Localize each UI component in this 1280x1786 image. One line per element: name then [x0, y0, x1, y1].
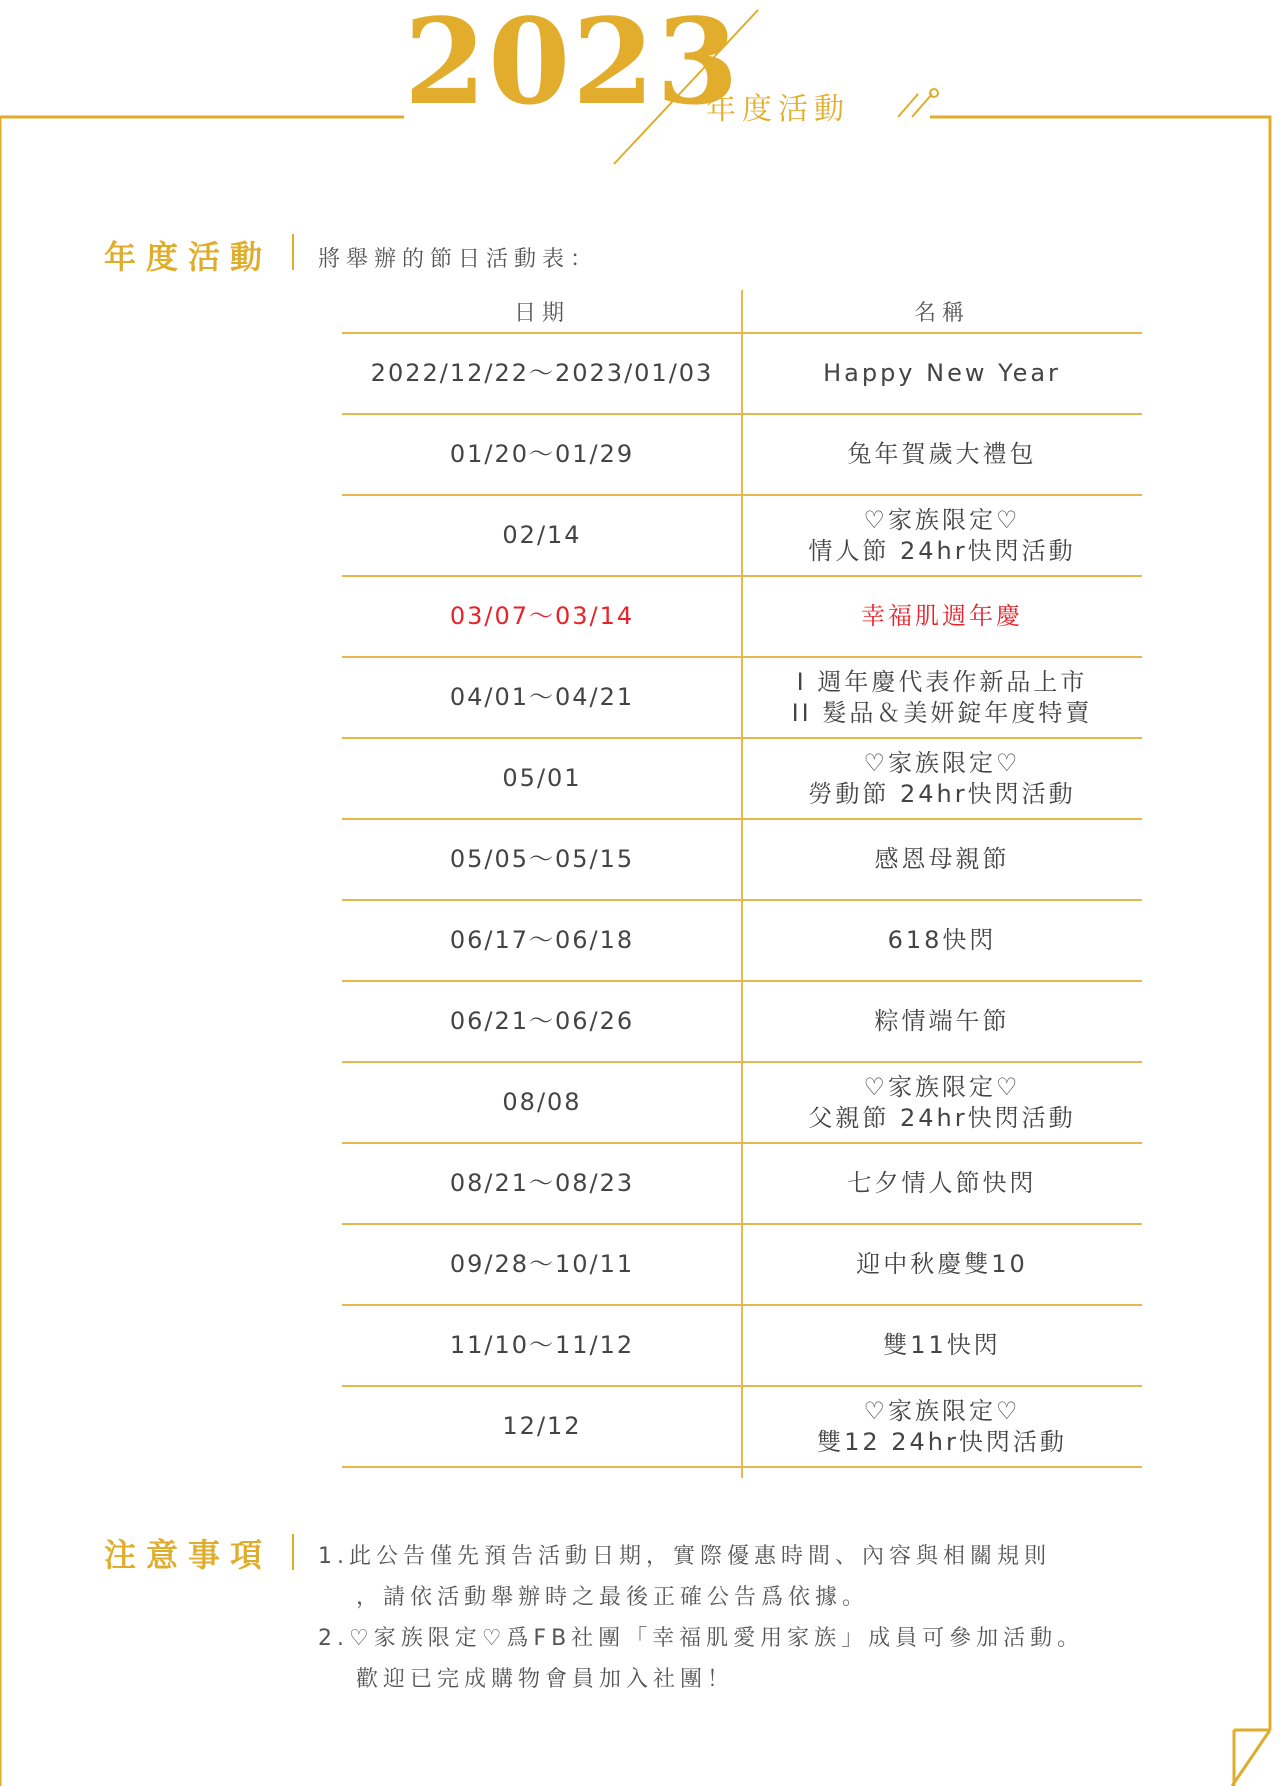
event-name-line: 兔年賀歲大禮包	[847, 440, 1037, 468]
event-date: 02/14	[502, 521, 582, 549]
event-date: 11/10～11/12	[449, 1331, 635, 1359]
note-line: 2.♡家族限定♡爲FB社團「幸福肌愛用家族」成員可參加活動。	[318, 1626, 1085, 1651]
event-date: 2022/12/22～2023/01/03	[370, 359, 714, 387]
event-name	[742, 496, 1142, 575]
notes-section-title: 注意事項	[104, 1536, 273, 1574]
event-name-line: ♡家族限定♡	[863, 1072, 1021, 1101]
event-name	[742, 415, 1142, 494]
events-section-title: 年度活動	[104, 238, 273, 276]
events-section-divider	[292, 234, 294, 270]
event-date: 01/20～01/29	[449, 440, 635, 468]
event-name	[742, 1063, 1142, 1142]
event-name-line: 父親節 24hr快閃活動	[808, 1103, 1076, 1132]
event-date: 05/01	[502, 764, 582, 792]
note-line: ，請依活動舉辦時之最後正確公告爲依據。	[356, 1585, 870, 1610]
header-date: 日期	[513, 300, 570, 326]
event-date: 06/21～06/26	[449, 1007, 635, 1035]
event-name	[742, 658, 1142, 737]
event-name-line: 情人節 24hr快閃活動	[808, 536, 1076, 565]
event-name-line: 迎中秋慶雙10	[856, 1250, 1028, 1278]
event-name	[742, 982, 1142, 1061]
event-name	[742, 1225, 1142, 1304]
event-name	[742, 739, 1142, 818]
notes-list	[318, 1536, 1084, 1700]
event-name	[742, 1144, 1142, 1223]
event-name	[742, 334, 1142, 413]
event-name-line: 618快閃	[887, 926, 997, 954]
event-date: 04/01～04/21	[449, 683, 635, 711]
event-name	[742, 1387, 1142, 1466]
event-name	[742, 820, 1142, 899]
event-name-line: ♡家族限定♡	[863, 505, 1021, 534]
event-date: 06/17～06/18	[449, 926, 635, 954]
event-name	[742, 901, 1142, 980]
event-name-line: 粽情端午節	[874, 1007, 1010, 1035]
event-name	[742, 577, 1142, 656]
event-name-line: 感恩母親節	[874, 845, 1010, 873]
header-subtitle: 年度活動	[706, 92, 850, 127]
event-name-line: 勞動節 24hr快閃活動	[808, 779, 1076, 808]
header-name: 名稱	[913, 300, 970, 326]
event-name-line: 雙11快閃	[883, 1331, 1001, 1359]
event-date: 12/12	[502, 1412, 582, 1440]
event-date: 08/08	[502, 1088, 582, 1116]
event-name-line: ♡家族限定♡	[863, 748, 1021, 777]
event-name-line: II 髮品＆美妍錠年度特賣	[791, 698, 1093, 727]
events-intro: 將舉辦的節日活動表：	[318, 247, 599, 272]
event-name-line: I 週年慶代表作新品上市	[796, 667, 1088, 696]
note-line: 歡迎已完成購物會員加入社團！	[356, 1667, 735, 1692]
event-name-line: 七夕情人節快閃	[847, 1169, 1037, 1197]
event-name	[742, 1306, 1142, 1385]
event-date: 03/07～03/14	[449, 602, 635, 630]
event-date: 08/21～08/23	[449, 1169, 635, 1197]
event-name-line: 幸福肌週年慶	[861, 602, 1023, 630]
event-name-line: ♡家族限定♡	[863, 1396, 1021, 1425]
event-date: 09/28～10/11	[449, 1250, 635, 1278]
column-divider	[741, 290, 743, 1478]
events-table	[342, 290, 1142, 1468]
event-name-line: 雙12 24hr快閃活動	[817, 1427, 1067, 1456]
year-heading: 2023	[404, 0, 741, 131]
event-name-line: Happy New Year	[823, 359, 1061, 387]
event-date: 05/05～05/15	[449, 845, 635, 873]
notes-section-divider	[292, 1534, 294, 1570]
note-line: 1.此公告僅先預告活動日期，實際優惠時間、內容與相關規則	[318, 1544, 1051, 1569]
